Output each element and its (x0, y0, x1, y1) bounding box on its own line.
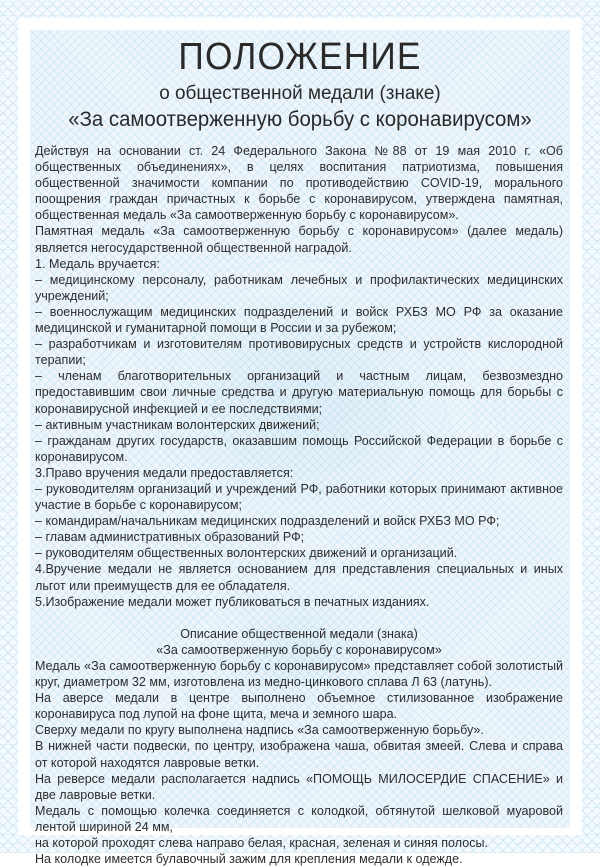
clause-1-item-2: – военнослужащим медицинских подразделений и войск РХБЗ МО РФ за оказание медицинской и гуманитарной помощи в России и за рубежом; (35, 304, 563, 336)
description-paragraph-5: На реверсе медали располагается надпись «ПОМОЩЬ МИЛОСЕРДИЕ СПАСЕНИЕ» и две лавровые ветки. (35, 771, 563, 802)
clause-3-item-4: – руководителям общественных волонтерских движений и организаций. (35, 546, 458, 561)
clause-1-item-1: – медицинскому персоналу, работникам лечебных и профилактических медицинских учреждений; (35, 272, 563, 303)
clause-3-item-2: – командирам/начальникам медицинских подразделений и войск РХБЗ МО РФ; (35, 514, 500, 529)
body-text (33, 143, 567, 867)
description-paragraph-1: Медаль «За самоотверженную борьбу с коронавирусом» представляет собой золотистый круг, диаметром 32 мм, изготовлена из медно-цинкового сплава Л 63 (латунь). (35, 659, 563, 690)
description-heading-secondary: «За самоотверженную борьбу с коронавирусом» (156, 642, 442, 657)
document-subtitle-primary: о общественной медали (знаке) (159, 82, 441, 104)
document-subtitle-secondary: «За самоотверженную борьбу с коронавирусом» (68, 108, 532, 131)
document-content (33, 30, 567, 867)
inner-content-panel (30, 30, 570, 867)
page-title: ПОЛОЖЕНИЕ (178, 36, 422, 78)
clause-5: 5.Изображение медали может публиковаться в печатных изданиях. (35, 594, 430, 609)
paragraph-preamble: Действуя на основании ст. 24 Федерального Закона №88 от 19 мая 2010 г. «Об общественных объединениях», в целях воспитания патриотизма, повышения общественной значимости компании по противодействию COVID-19, морального поощрения граждан причастных к борьбе с коронавирусом, утверждена памятная, общественная медаль «За самоотверженную борьбу с коронавирусом». (35, 144, 563, 223)
description-paragraph-8: На колодке имеется булавочный зажим для крепления медали к одежде. (35, 852, 463, 867)
paragraph-definition: Памятная медаль «За самоотверженную борьбу с коронавирусом» (далее медаль) является негосударственной общественной наградой. (35, 224, 563, 255)
clause-1-item-6: – гражданам других государств, оказавшим помощь Российской Федерации в борьбе с коронавирусом. (35, 433, 563, 464)
clause-1-heading: 1. Медаль вручается: (35, 256, 160, 271)
clause-3-item-3: – главам административных образований РФ; (35, 530, 305, 545)
description-heading-primary: Описание общественной медали (знака) (180, 626, 418, 641)
description-paragraph-6: Медаль с помощью колечка соединяется с колодкой, обтянутой шелковой муаровой лентой шириной 24 мм, (35, 803, 563, 834)
description-paragraph-4: В нижней части подвески, по центру, изображена чаша, обвитая змеей. Слева и справа от которой находятся лавровые ветки. (35, 739, 563, 770)
clause-4: 4.Вручение медали не является основанием для представления специальных и иных льгот или преимуществ для ее обладателя. (35, 562, 563, 593)
clause-1-item-5: – активным участникам волонтерских движений; (35, 417, 320, 432)
clause-1-item-3: – разработчикам и изготовителям противовирусных средств и устройств кислородной терапии; (35, 337, 563, 368)
clause-1-item-4: – членам благотворительных организаций и частным лицам, безвозмездно предоставившим свои личные средства и другую материальную помощь для борьбы с коронавирусной инфекцией и ее последствиями; (35, 369, 563, 416)
clause-3-item-1: – руководителям организаций и учреждений РФ, работники которых принимают активное участие в борьбе с коронавирусом; (35, 481, 563, 513)
title-block (33, 30, 567, 133)
description-paragraph-7: на которой проходят слева направо белая, красная, зеленая и синяя полосы. (35, 836, 488, 851)
clause-3-heading: 3.Право вручения медали предоставляется: (35, 465, 294, 480)
description-paragraph-2: На аверсе медали в центре выполнено объемное стилизованное изображение коронавируса под лупой на фоне щита, меча и земного шара. (35, 691, 563, 722)
section-spacer (35, 610, 563, 626)
description-paragraph-3: Сверху медали по кругу выполнена надпись «За самоотверженную борьбу». (35, 723, 484, 738)
